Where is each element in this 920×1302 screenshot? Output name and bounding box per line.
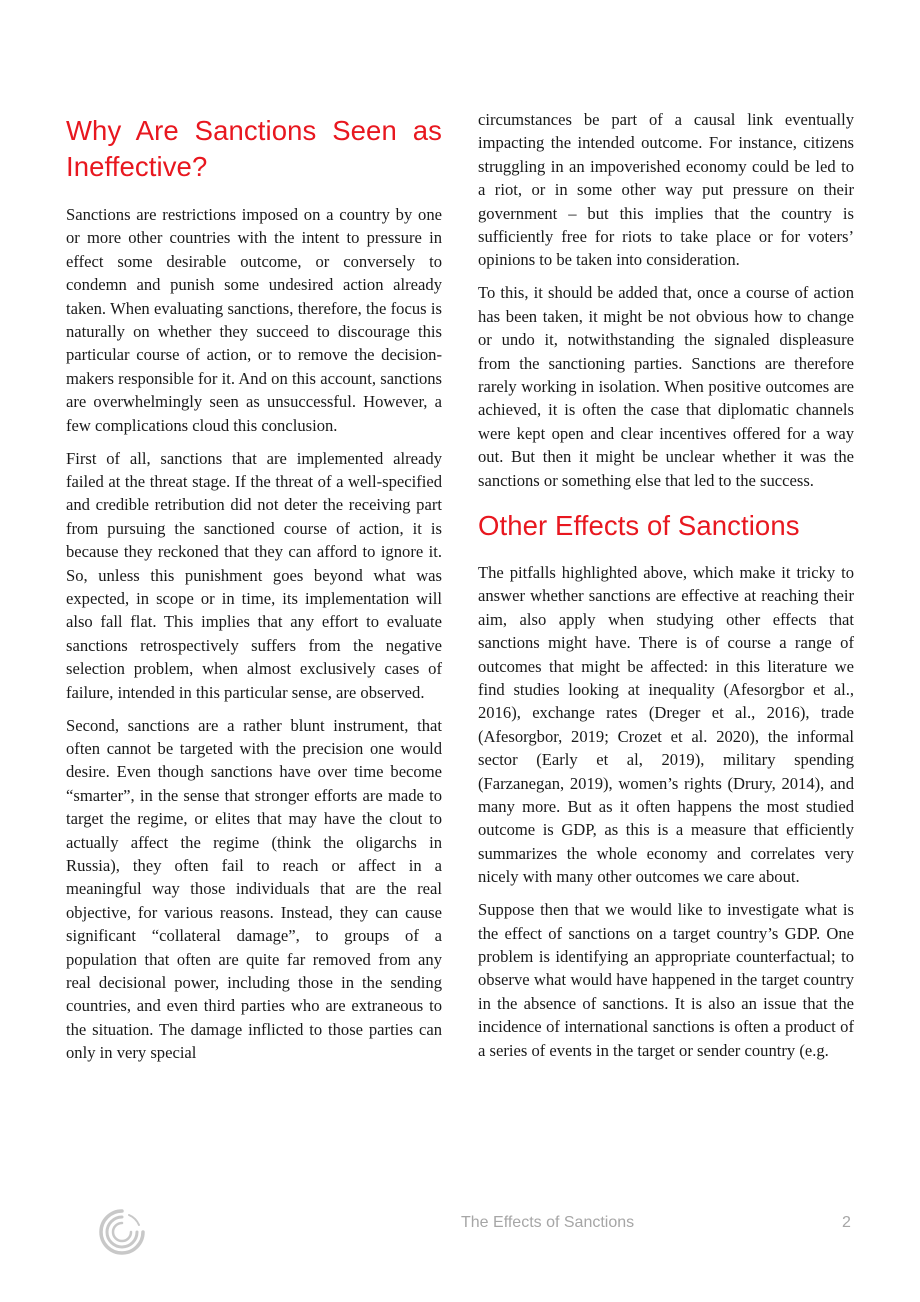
paragraph: Suppose then that we would like to investigate what is the effect of sanctions on a target country’s GDP. One problem is identifying an appropriate counterfactual; to observe what would have happened in the target country in the absence of sanctions. It is also an issue that the incidence of international sanctions is often a product of a series of events in the target or sender country (e.g. <box>478 900 854 1060</box>
section-heading-other-effects: Other Effects of Sanctions <box>478 510 800 541</box>
paragraph: circumstances be part of a causal link eventually impacting the intended outcome. For instance, citizens struggling in an impoverished economy could be led to a riot, or in some other way put pressure on their government – but this implies that the country is sufficiently free for riots to take place or for voters’ opinions to be taken into consideration. <box>478 110 854 270</box>
left-column <box>66 108 442 1074</box>
paragraph: First of all, sanctions that are implemented already failed at the threat stage. If the threat of a well-specified and credible retribution did not deter the receiving part from pursuing the sanctioned course of action, it is because they reckoned that they can afford to ignore it. So, unless this punishment goes beyond what was expected, in scope or in time, its implementation will also fall flat. This implies that any effort to evaluate sanctions retrospectively suffers from the negative selection problem, when almost exclusively cases of failure, intended in this particular sense, are observed. <box>66 448 442 702</box>
paragraph: To this, it should be added that, once a course of action has been taken, it might be not obvious how to change or undo it, notwithstanding the signaled displeasure from the sanctioning parties. Sanctions are therefore rarely working in isolation. When positive outcomes are achieved, it is often the case that diplomatic channels were kept open and clear incentives offered for a way out. But then it might be unclear whether it was the sanctions or something else that led to the success. <box>478 283 854 490</box>
paragraph: The pitfalls highlighted above, which make it tricky to answer whether sanctions are effective at reaching their aim, also apply when studying other effects that sanctions might have. There is of course a range of outcomes that might be affected: in this literature we find studies looking at inequality (Afesorgbor et al., 2016), exchange rates (Dreger et al., 2016), trade (Afesorgbor, 2019; Crozet et al. 2020), the informal sector (Early et al, 2019), military spending (Farzanegan, 2019), women’s rights (Drury, 2014), and many more. But as it often happens the most studied outcome is GDP, as this is a measure that efficiently summarizes the whole economy and correlates very nicely with many other outcomes we care about. <box>478 563 854 887</box>
section-heading-why-ineffective: Why Are Sanctions Seen as Ineffective? <box>66 115 442 182</box>
spiral-logo-icon <box>95 1205 149 1259</box>
right-column <box>478 108 854 1072</box>
page-number: 2 <box>842 1214 851 1231</box>
footer-title: The Effects of Sanctions <box>461 1214 635 1231</box>
paragraph: Second, sanctions are a rather blunt instrument, that often cannot be targeted with the precision one would desire. Even though sanctions have over time become “smarter”, in the sense that stronger efforts are made to target the regime, or elites that may have the clout to actually affect the regime (think the oligarchs in Russia), they often fail to reach or affect in a meaningful way those individuals that are the real objective, for various reasons. Instead, they can cause significant “collateral damage”, to groups of a population that often are quite far removed from any real decisional power, including those in the sending countries, and even third parties who are extraneous to the situation. The damage inflicted to those parties can only in very special <box>66 715 442 1063</box>
paragraph: Sanctions are restrictions imposed on a country by one or more other countries with the intent to pressure in effect some desirable outcome, or conversely to condemn and punish some undesired action already taken. When evaluating sanctions, therefore, the focus is naturally on whether they succeed to discourage this particular course of action, or to remove the decision-makers responsible for it. And on this account, sanctions are overwhelmingly seen as unsuccessful. However, a few complications cloud this conclusion. <box>66 205 442 435</box>
